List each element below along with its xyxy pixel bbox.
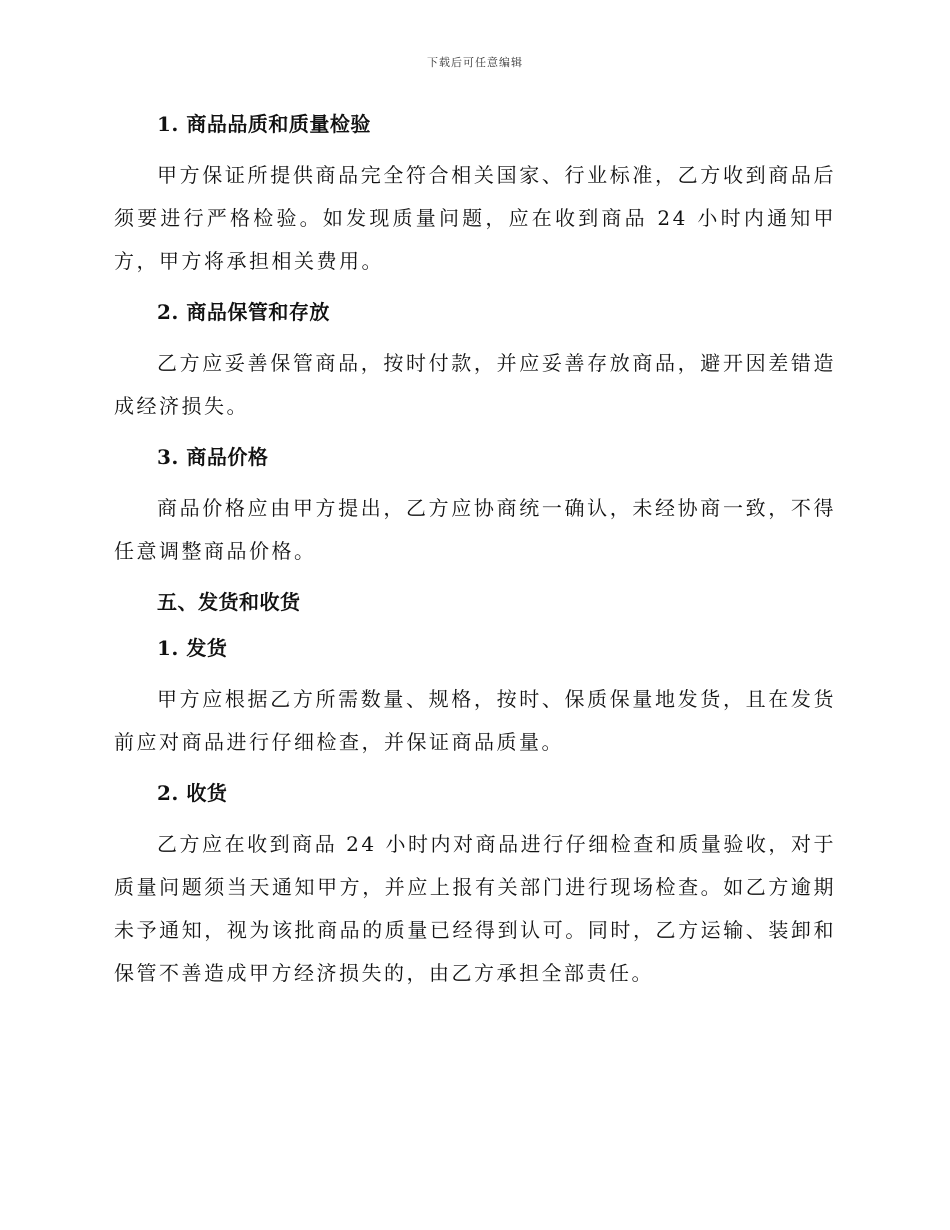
document-body [114,108,836,1008]
section-heading-storage: 2. 商品保管和存放 [157,300,330,324]
section-heading-receiving: 2. 收货 [157,781,228,805]
section-heading-shipping: 1. 发货 [157,636,228,660]
header-note: 下载后可任意编辑 [427,56,523,69]
paragraph-price: 商品价格应由甲方提出，乙方应协商统一确认，未经协商一致，不得任意调整商品价格。 [114,496,836,563]
section-heading-price: 3. 商品价格 [157,445,269,469]
paragraph-receiving: 乙方应在收到商品 24 小时内对商品进行仔细检查和质量验收，对于质量问题须当天通知甲方，并应上报有关部门进行现场检查。如乙方逾期未予通知，视为该批商品的质量已经得到认可。同时，乙方运输、装卸和保管不善造成甲方经济损失的，由乙方承担全部责任。 [114,832,836,985]
paragraph-quality-inspection: 甲方保证所提供商品完全符合相关国家、行业标准，乙方收到商品后须要进行严格检验。如发现质量问题，应在收到商品 24 小时内通知甲方，甲方将承担相关费用。 [114,163,836,273]
section-heading-quality-inspection: 1. 商品品质和质量检验 [157,112,371,136]
paragraph-storage: 乙方应妥善保管商品，按时付款，并应妥善存放商品，避开因差错造成经济损失。 [114,351,836,418]
chapter-heading-shipping-receiving: 五、发货和收货 [157,590,301,614]
paragraph-shipping: 甲方应根据乙方所需数量、规格，按时、保质保量地发货，且在发货前应对商品进行仔细检查，并保证商品质量。 [114,687,836,754]
